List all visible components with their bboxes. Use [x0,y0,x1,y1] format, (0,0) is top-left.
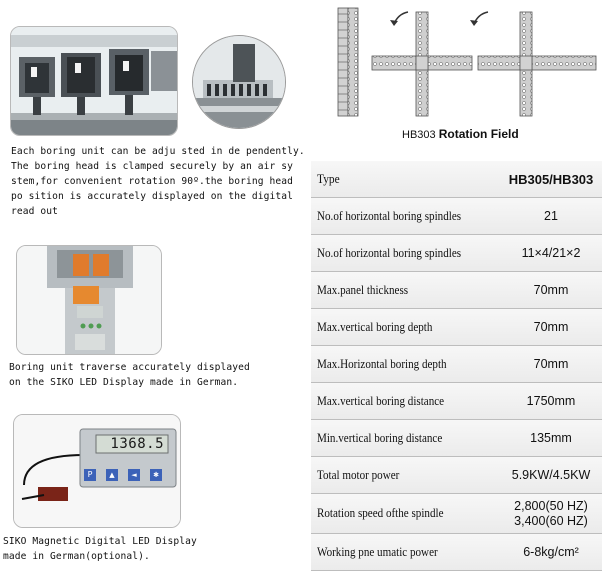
spec-label: Total motor power [317,467,400,482]
spec-row [311,420,602,457]
spec-row [311,272,602,309]
led-reading: 1368.5 [110,436,164,452]
spec-row [311,346,602,383]
rotation-cross-1 [372,12,472,116]
spec-value-multi [501,499,601,529]
spec-value: 1750mm [526,393,576,408]
spec-row [311,383,602,420]
spec-value: 5.9KW/4.5KW [511,467,591,482]
caption-line: The boring head is clamped securely by an air sy [11,161,294,172]
spec-value: 3,400(60 HZ) [514,513,588,528]
spec-label: Max.Horizontal boring depth [317,356,447,371]
caption-line: Each boring unit can be adju sted in de pendently. [11,146,305,157]
spec-label: Rotation speed ofthe spindle [317,506,444,520]
led-button-left: ◄ [131,471,137,479]
spec-label: No.of horizontal boring spindles [317,208,462,223]
spec-value: 21 [544,208,558,223]
spec-row [311,534,602,571]
caption-line: SIKO Magnetic Digital LED Display [3,536,197,547]
spec-value: 11×4/21×2 [521,245,581,260]
rotation-field-caption [402,127,519,141]
caption-line: stem,for convenient rotation 90º.the boring head [11,176,294,187]
caption-line: on the SIKO LED Display made in German. [9,377,239,388]
led-button-up: ▲ [109,471,115,479]
spec-value: 135mm [530,430,572,445]
spec-label: Max.vertical boring depth [317,319,433,334]
traverse-display-photo [16,245,162,355]
spec-row [311,309,602,346]
caption-line: po sition is accurately displayed on the digital [11,191,294,202]
spec-row [311,457,602,494]
spec-label: Max.vertical boring distance [317,393,445,408]
spec-row [311,494,602,534]
boring-units-photo [10,26,178,136]
boring-units-illustration [11,27,178,136]
spec-value: 6-8kg/cm² [523,544,579,559]
spec-table [311,161,602,571]
side-spindle-bar [338,8,358,116]
boring-head-illustration [193,36,286,129]
spec-value: 2,800(50 HZ) [514,498,588,513]
caption-line: made in German(optional). [3,551,150,562]
spec-value: HB305/HB303 [508,171,594,187]
spec-label: Min.vertical boring distance [317,430,443,445]
spec-value: 70mm [533,282,569,297]
boring-head-closeup [192,35,286,129]
rotation-label: Rotation Field [438,127,519,141]
siko-caption [3,534,303,564]
spec-label: Working pne umatic power [317,544,438,559]
spec-label: Type [317,171,340,186]
rotation-cross-2 [470,12,596,116]
spec-label: No.of horizontal boring spindles [317,245,462,260]
led-button-star: ✱ [153,471,159,479]
spec-label: Max.panel thickness [317,282,409,297]
spec-value: 70mm [533,356,569,371]
spec-value: 70mm [533,319,569,334]
siko-display-photo [13,414,181,528]
spec-row [311,235,602,272]
caption-line: Boring unit traverse accurately displayed [9,362,250,373]
traverse-display-illustration [17,246,162,355]
boring-unit-caption [11,144,311,219]
spec-header-row [311,161,602,198]
traverse-caption [9,360,309,390]
caption-line: read out [11,206,59,217]
spec-row [311,198,602,235]
rotation-field-diagram [336,4,600,120]
led-button-p: P [87,470,93,479]
rotation-model: HB303 [402,129,436,141]
